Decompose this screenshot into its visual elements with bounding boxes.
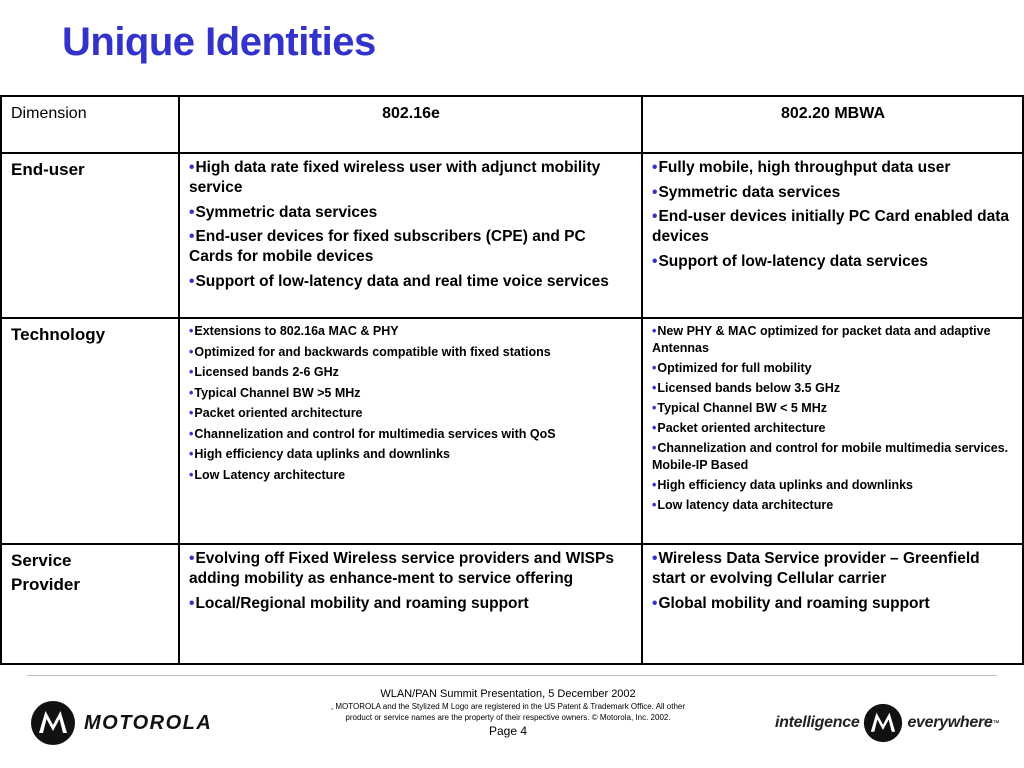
list-item: •Support of low-latency data services bbox=[652, 252, 929, 270]
bullet-icon: • bbox=[189, 344, 194, 359]
row-label-line: Provider bbox=[11, 575, 80, 594]
bullet-icon: • bbox=[189, 594, 195, 612]
bullet-icon: • bbox=[189, 406, 194, 420]
list-item: •Optimized for and backwards compatible with fixed stations bbox=[189, 344, 551, 359]
bullet-icon: • bbox=[652, 381, 657, 395]
tagline-logo bbox=[775, 700, 1000, 746]
cell-technology-802-16e bbox=[179, 318, 642, 544]
bullet-list bbox=[189, 323, 633, 484]
bullet-list bbox=[189, 549, 633, 614]
bullet-icon: • bbox=[652, 594, 658, 612]
row-label-technology: Technology bbox=[1, 318, 179, 544]
bullet-icon: • bbox=[652, 159, 658, 176]
bullet-icon: • bbox=[652, 441, 657, 455]
motorola-m-icon bbox=[30, 700, 76, 746]
bullet-icon: • bbox=[189, 365, 194, 379]
motorola-logo bbox=[30, 700, 212, 746]
row-label-service-provider bbox=[1, 544, 179, 664]
bullet-icon: • bbox=[652, 498, 657, 512]
bullet-icon: • bbox=[189, 426, 194, 441]
list-item: •Symmetric data services bbox=[189, 203, 378, 221]
bullet-icon: • bbox=[189, 447, 194, 461]
bullet-list bbox=[652, 323, 1014, 514]
list-item: •Optimized for full mobility bbox=[652, 361, 812, 375]
table-row-end-user bbox=[1, 153, 1023, 318]
bullet-icon: • bbox=[652, 421, 657, 435]
list-item: •New PHY & MAC optimized for packet data and adaptive Antennas bbox=[652, 324, 991, 355]
row-label-end-user: End-user bbox=[1, 153, 179, 318]
header-802-20-mbwa: 802.20 MBWA bbox=[642, 96, 1023, 153]
cell-service-provider-802-20 bbox=[642, 544, 1023, 664]
tagline-right: everywhere bbox=[907, 714, 993, 731]
bullet-icon: • bbox=[189, 550, 195, 567]
bullet-list bbox=[652, 158, 1014, 272]
list-item: •Licensed bands below 3.5 GHz bbox=[652, 381, 841, 395]
cell-end-user-802-16e bbox=[179, 153, 642, 318]
footer-text bbox=[300, 688, 716, 739]
footer-legal-line: , MOTOROLA and the Stylized M Logo are registered in the US Patent & Trademark Office. All other bbox=[330, 702, 686, 711]
bullet-icon: • bbox=[652, 401, 657, 415]
comparison-table bbox=[0, 95, 1024, 665]
list-item: •Evolving off Fixed Wireless service providers and WISPs adding mobility as enhance-ment to service offering bbox=[189, 550, 614, 587]
list-item: •End-user devices initially PC Card enabled data devices bbox=[652, 208, 1010, 245]
bullet-icon: • bbox=[189, 228, 195, 245]
bullet-icon: • bbox=[652, 208, 658, 225]
bullet-icon: • bbox=[189, 272, 195, 290]
bullet-icon: • bbox=[652, 478, 657, 492]
list-item: •Symmetric data services bbox=[652, 183, 841, 201]
bullet-icon: • bbox=[189, 385, 194, 400]
list-item: •High efficiency data uplinks and downlinks bbox=[652, 478, 913, 492]
list-item: •Typical Channel BW < 5 MHz bbox=[652, 401, 827, 415]
cell-technology-802-20 bbox=[642, 318, 1023, 544]
list-item: •Fully mobile, high throughput data user bbox=[652, 159, 951, 176]
list-item: •Channelization and control for mobile multimedia services. Mobile-IP Based bbox=[652, 441, 1009, 472]
bullet-icon: • bbox=[652, 361, 657, 375]
list-item: •Typical Channel BW >5 MHz bbox=[189, 385, 361, 400]
bullet-icon: • bbox=[189, 324, 194, 338]
page-number: Page 4 bbox=[488, 724, 528, 738]
list-item: •Support of low-latency data and real time voice services bbox=[189, 272, 609, 290]
list-item: •Wireless Data Service provider – Greenfield start or evolving Cellular carrier bbox=[652, 550, 980, 587]
cell-service-provider-802-16e bbox=[179, 544, 642, 664]
list-item: •Packet oriented architecture bbox=[189, 406, 363, 420]
list-item: •Low Latency architecture bbox=[189, 467, 346, 482]
list-item: •Channelization and control for multimedia services with QoS bbox=[189, 426, 556, 441]
header-802-16e: 802.16e bbox=[179, 96, 642, 153]
motorola-wordmark: MOTOROLA bbox=[84, 711, 213, 734]
bullet-icon: • bbox=[652, 550, 658, 567]
bullet-list bbox=[189, 158, 633, 292]
bullet-icon: • bbox=[189, 203, 195, 221]
footer-event: WLAN/PAN Summit Presentation, 5 December 2002 bbox=[380, 688, 636, 700]
list-item: •Local/Regional mobility and roaming support bbox=[189, 594, 529, 612]
footer-legal-line: product or service names are the property of their respective owners. © Motorola, Inc. 2002. bbox=[345, 713, 671, 722]
table-header-row bbox=[1, 96, 1023, 153]
row-label-line: Service bbox=[11, 551, 72, 570]
table-row-service-provider bbox=[1, 544, 1023, 664]
bullet-icon: • bbox=[189, 467, 194, 482]
tagline-left: intelligence bbox=[775, 714, 860, 731]
list-item: •Low latency data architecture bbox=[652, 498, 834, 512]
cell-end-user-802-20 bbox=[642, 153, 1023, 318]
trademark-mark: ™ bbox=[992, 719, 1000, 727]
motorola-m-icon bbox=[863, 703, 903, 743]
footer-divider bbox=[27, 675, 997, 676]
list-item: •Packet oriented architecture bbox=[652, 421, 826, 435]
slide-title: Unique Identities bbox=[62, 20, 376, 64]
table-row-technology bbox=[1, 318, 1023, 544]
bullet-icon: • bbox=[652, 252, 658, 270]
bullet-icon: • bbox=[189, 159, 195, 176]
list-item: •Extensions to 802.16a MAC & PHY bbox=[189, 324, 399, 338]
bullet-list bbox=[652, 549, 1014, 614]
list-item: •High data rate fixed wireless user with adjunct mobility service bbox=[189, 159, 601, 196]
bullet-icon: • bbox=[652, 324, 657, 338]
list-item: •High efficiency data uplinks and downlinks bbox=[189, 447, 450, 461]
list-item: •Global mobility and roaming support bbox=[652, 594, 930, 612]
list-item: •Licensed bands 2-6 GHz bbox=[189, 365, 339, 379]
list-item: •End-user devices for fixed subscribers (CPE) and PC Cards for mobile devices bbox=[189, 228, 586, 265]
bullet-icon: • bbox=[652, 183, 658, 201]
header-dimension: Dimension bbox=[1, 96, 179, 153]
